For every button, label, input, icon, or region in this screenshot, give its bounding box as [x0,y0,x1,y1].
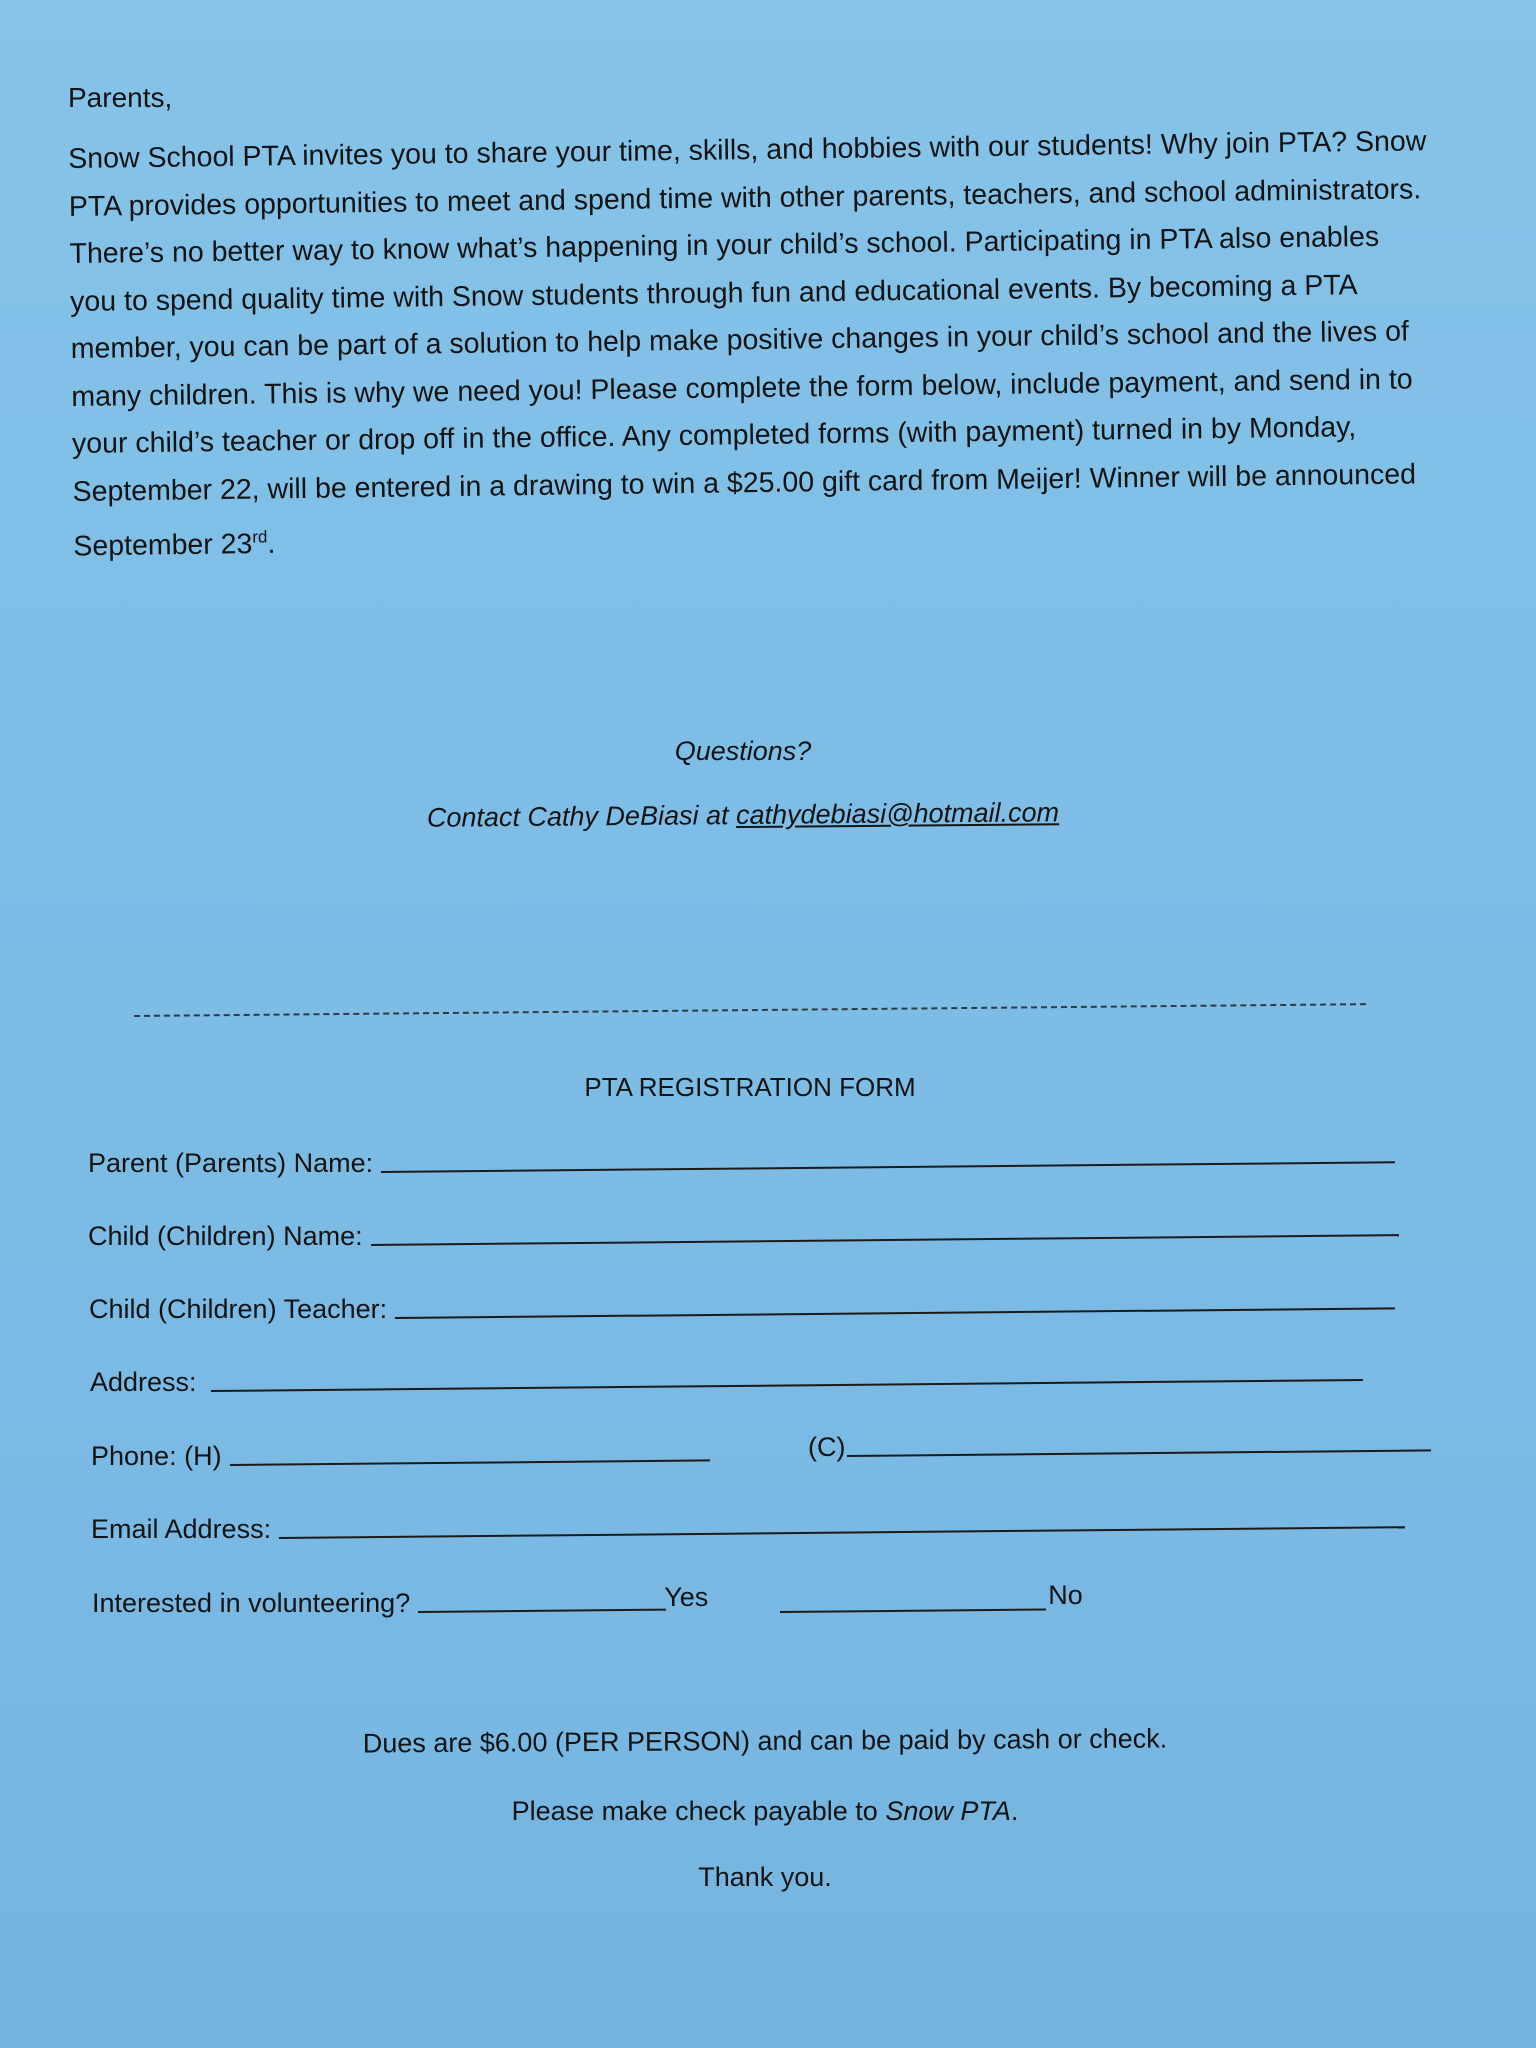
parent-name-field [88,1148,1395,1179]
contact-email-link[interactable]: cathydebiasi@hotmail.com [735,797,1060,831]
email-label: Email Address: [91,1514,272,1544]
volunteer-no-line[interactable] [780,1608,1046,1613]
phone-cell-field [808,1432,1431,1463]
check-payee: Snow PTA [885,1796,1011,1826]
child-teacher-label: Child (Children) Teacher: [89,1294,388,1324]
address-line[interactable] [211,1379,1363,1392]
child-teacher-line[interactable] [395,1307,1395,1319]
check-payable-text [0,1796,1530,1827]
intro-end: . [267,527,276,560]
check-end: . [1010,1796,1019,1826]
address-field [90,1367,1363,1398]
volunteer-label: Interested in volunteering? [92,1588,411,1618]
phone-cell-line[interactable] [847,1449,1431,1457]
form-title: PTA REGISTRATION FORM [584,1072,916,1102]
phone-cell-label: (C) [808,1432,846,1462]
volunteer-yes-label: Yes [664,1582,709,1612]
email-field [91,1514,1405,1545]
child-name-line[interactable] [371,1234,1399,1246]
phone-home-line[interactable] [230,1459,710,1466]
intro-superscript: rd [252,527,268,547]
phone-home-field [91,1441,710,1472]
intro-paragraph [68,118,1434,571]
phone-home-label: Phone: (H) [91,1441,222,1471]
dues-text: Dues are $6.00 (PER PERSON) and can be paid by cash or check. [362,1723,1168,1759]
address-label: Address: [90,1367,197,1397]
questions-heading: Questions? [674,736,812,766]
contact-prefix: Contact Cathy DeBiasi at [426,800,729,833]
cut-line-divider [134,1003,1366,1017]
volunteer-yes-line[interactable] [418,1609,666,1613]
volunteer-field [92,1580,1083,1619]
parent-name-line[interactable] [381,1161,1395,1173]
intro-text: Snow School PTA invites you to share your time, skills, and hobbies with our students! Why join PTA? Snow PTA provides opportunities to meet and spend time with other parents, teachers, and school administrators. There’s no better way to know what’s happening in your child’s school. Participating in PTA also enables you to spend quality time with Snow students through fun and educational events. By becoming a PTA member, you can be part of a solution to help make positive changes in your child’s school and the lives of many children. This is why we need you! Please complete the form below, include payment, and send in to your child’s teacher or drop off in the office. Any completed forms (with payment) turned in by Monday, September 22, will be entered in a drawing to win a $25.00 gift card from Meijer! Winner will be announced September 23 [68,125,1427,563]
email-line[interactable] [279,1526,1405,1539]
check-prefix: Please make check payable to [511,1796,878,1826]
parent-name-label: Parent (Parents) Name: [88,1148,374,1178]
contact-line [0,794,1486,838]
child-name-field [88,1221,1399,1252]
child-teacher-field [89,1294,1395,1325]
greeting: Parents, [68,82,173,113]
thank-you-text: Thank you. [698,1862,832,1892]
volunteer-no-label: No [1048,1580,1083,1610]
child-name-label: Child (Children) Name: [88,1221,363,1251]
